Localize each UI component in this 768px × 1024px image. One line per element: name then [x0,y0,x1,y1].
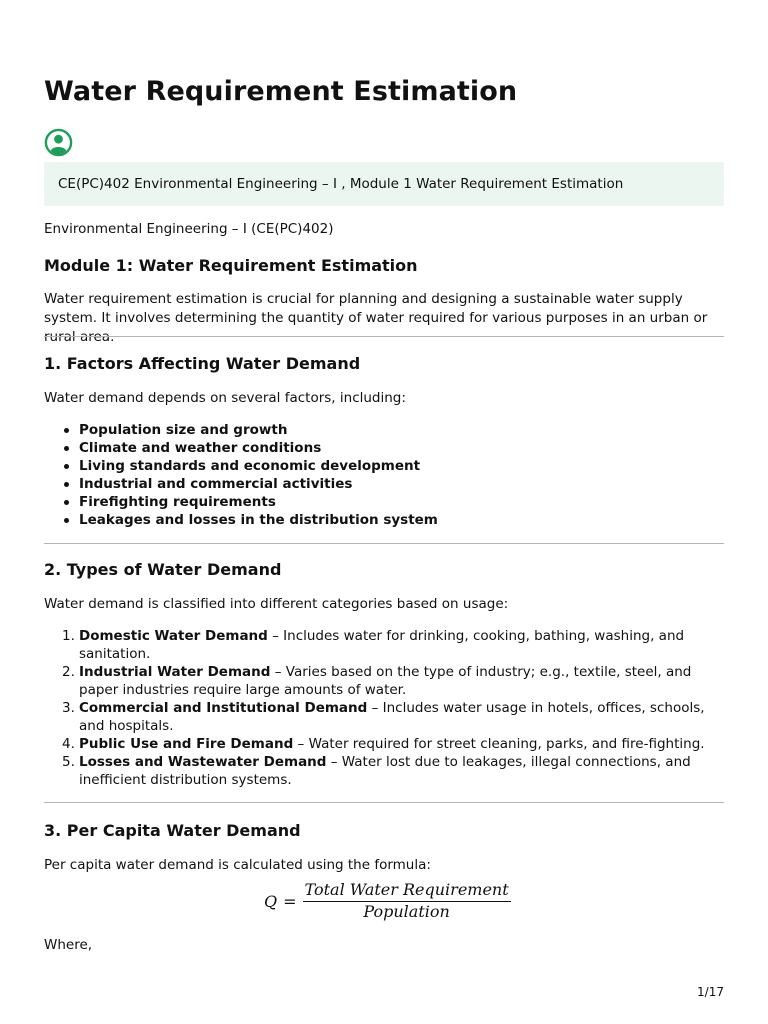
list-number: 3. [62,700,75,716]
section1-lead: Water demand depends on several factors, including: [44,390,406,406]
list-desc: – Water required for street cleaning, parks, and fire-fighting. [293,736,705,752]
page-number: 1/17 [697,985,724,999]
page-title: Water Requirement Estimation [44,76,518,107]
list-item [44,699,724,735]
list-item: Population size and growth [44,421,438,439]
list-number: 2. [62,664,75,680]
section-divider [44,336,724,337]
list-item [44,735,724,753]
list-item: Leakages and losses in the distribution system [44,511,438,529]
list-term: Public Use and Fire Demand [79,736,294,752]
user-circle-icon [44,128,73,157]
list-term: Losses and Wastewater Demand [79,754,327,770]
list-item: Living standards and economic development [44,457,438,475]
list-desc: – Varies based on the type of industry; e.g., textile, steel, and paper industries require large amounts of water. [79,664,692,698]
section1-heading: 1. Factors Affecting Water Demand [44,354,361,373]
list-number: 5. [62,754,75,770]
list-item: Firefighting requirements [44,493,438,511]
formula-denominator: Population [363,902,450,921]
list-desc: – Water lost due to leakages, illegal connections, and inefficient distribution systems. [79,754,691,788]
section2-lead: Water demand is classified into different categories based on usage: [44,596,509,612]
section-divider [44,802,724,803]
list-number: 1. [62,628,75,644]
list-item [44,753,724,789]
section2-heading: 2. Types of Water Demand [44,560,282,579]
formula-fraction [303,880,511,922]
demand-types-list [44,627,724,789]
list-desc: – Includes water for drinking, cooking, bathing, washing, and sanitation. [79,628,685,662]
list-term: Commercial and Institutional Demand [79,700,368,716]
list-term: Industrial Water Demand [79,664,271,680]
factors-list [44,421,438,529]
section3-lead: Per capita water demand is calculated using the formula: [44,857,431,873]
list-item [44,663,724,699]
where-label: Where, [44,937,93,953]
list-item: Climate and weather conditions [44,439,438,457]
formula-numerator: Total Water Requirement [303,880,511,902]
formula-lhs: Q [264,891,278,911]
formula-equals: = [283,891,297,911]
intro-paragraph: Water requirement estimation is crucial for planning and designing a sustainable water supply system. It involves determining the quantity of water required for various purposes in an urban or rural area. [44,291,708,345]
per-capita-formula [264,880,511,922]
list-item: Industrial and commercial activities [44,475,438,493]
list-desc: – Includes water usage in hotels, offices, schools, and hospitals. [79,700,705,734]
list-item [44,627,724,663]
list-term: Domestic Water Demand [79,628,268,644]
section3-heading: 3. Per Capita Water Demand [44,821,301,840]
banner-text: CE(PC)402 Environmental Engineering – I , Module 1 Water Requirement Estimation [58,176,624,192]
section-divider [44,543,724,544]
course-label: Environmental Engineering – I (CE(PC)402) [44,221,334,237]
document-banner [44,162,724,206]
list-number: 4. [62,736,75,752]
module-heading: Module 1: Water Requirement Estimation [44,256,418,275]
